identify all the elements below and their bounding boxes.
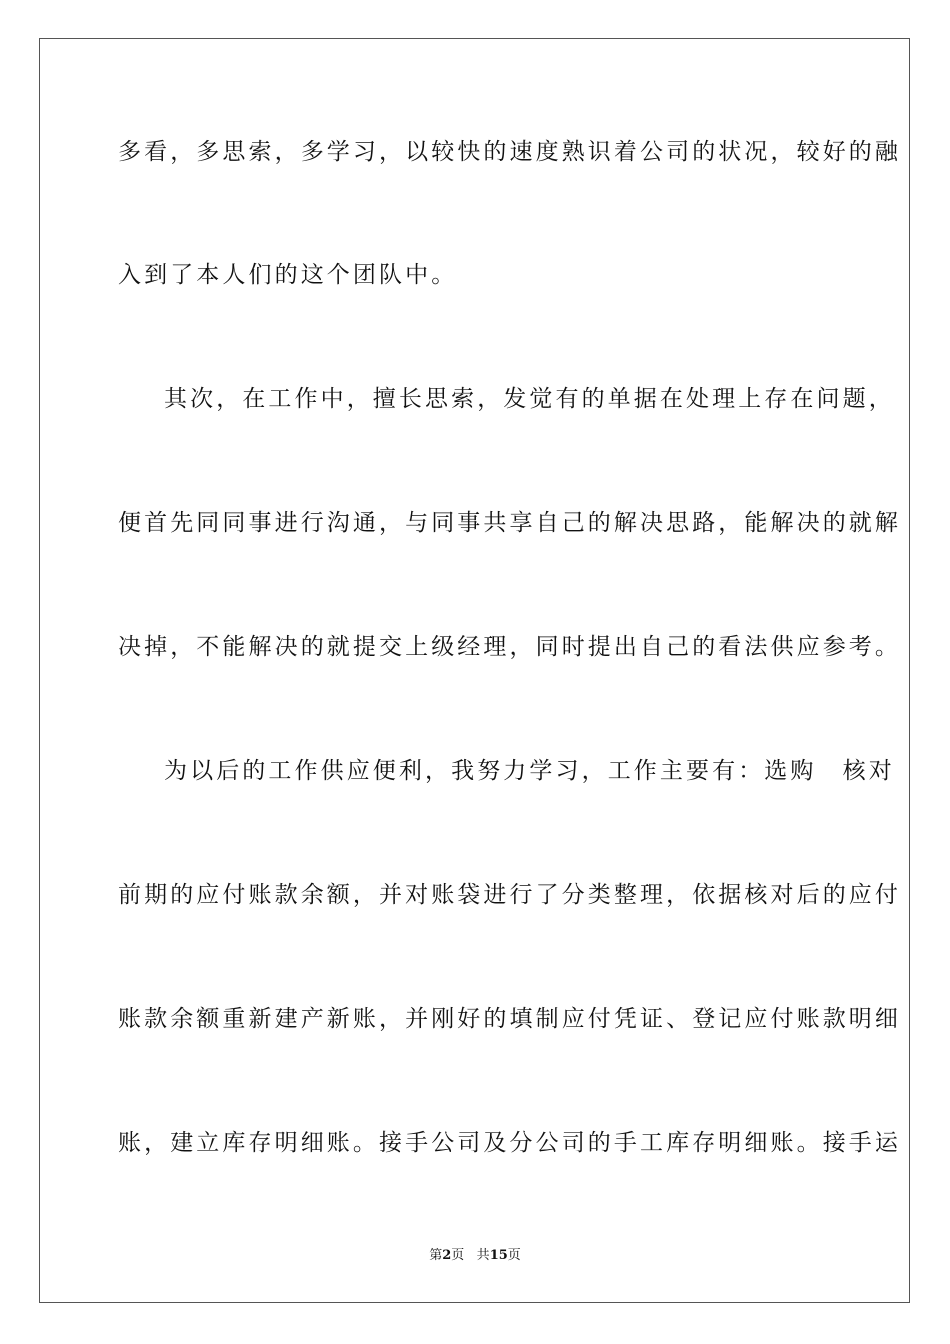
body-line-3: 其次，在工作中，擅长思索，发觉有的单据在处理上存在问题， xyxy=(164,386,895,412)
body-line-1: 多看，多思索，多学习，以较快的速度熟识着公司的状况，较好的融 xyxy=(118,139,901,165)
body-line-9: 账，建立库存明细账。接手公司及分公司的手工库存明细账。接手运 xyxy=(118,1130,901,1156)
footer-page-prefix: 第 xyxy=(429,1248,443,1263)
body-line-8: 账款余额重新建产新账，并刚好的填制应付凭证、登记应付账款明细 xyxy=(118,1006,901,1032)
body-line-6: 为以后的工作供应便利，我努力学习，工作主要有：选购 核对 xyxy=(164,758,895,784)
body-line-5: 决掉，不能解决的就提交上级经理，同时提出自己的看法供应参考。 xyxy=(118,634,901,660)
page-footer xyxy=(0,1247,950,1265)
footer-total-prefix: 共 xyxy=(476,1248,490,1263)
footer-page-total: 15 xyxy=(489,1248,508,1263)
body-line-4: 便首先同同事进行沟通，与同事共享自己的解决思路，能解决的就解 xyxy=(118,510,901,536)
page-frame xyxy=(39,38,910,1303)
footer-page-unit: 页 xyxy=(451,1248,465,1263)
body-line-7: 前期的应付账款余额，并对账袋进行了分类整理，依据核对后的应付 xyxy=(118,882,901,908)
footer-total-unit: 页 xyxy=(507,1248,521,1263)
footer-page-current: 2 xyxy=(442,1248,452,1263)
body-line-2: 入到了本人们的这个团队中。 xyxy=(118,262,458,288)
